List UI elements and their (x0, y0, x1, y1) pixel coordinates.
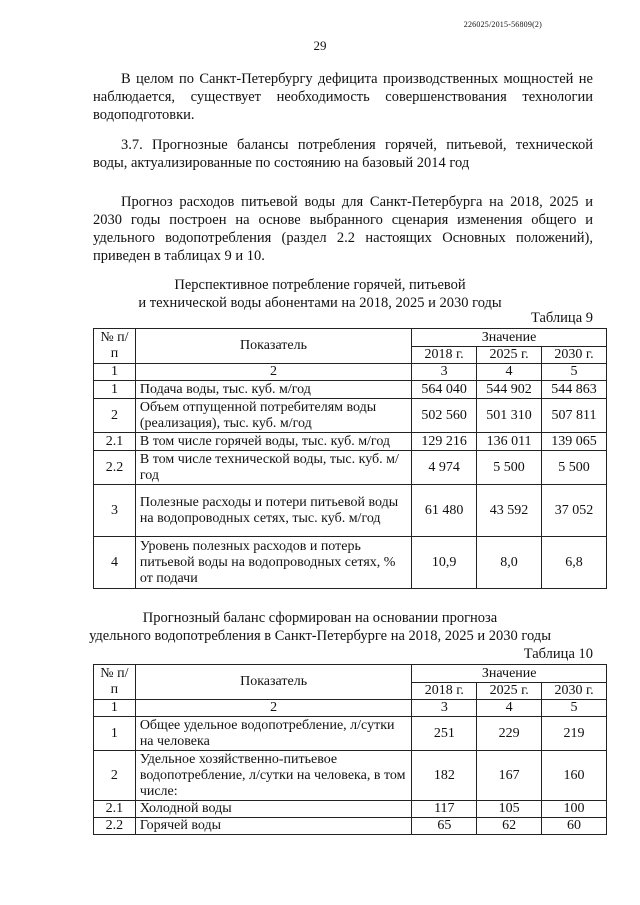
row-value: 105 (477, 801, 542, 818)
row-value: 4 974 (412, 451, 477, 485)
header-year: 2018 г. (412, 347, 477, 364)
row-value: 100 (542, 801, 607, 818)
table-row (94, 399, 607, 433)
row-num: 2.1 (94, 801, 136, 818)
row-indicator: Уровень полезных расходов и потерь питьевой воды на водопроводных сетях, % от подачи (135, 537, 411, 589)
row-value: 136 011 (477, 433, 542, 451)
table10-caption-line: Прогнозный баланс сформирован на основании прогноза (142, 610, 498, 626)
table9-caption-line: Перспективное потребление горячей, питьевой (174, 277, 466, 293)
row-value: 5 500 (542, 451, 607, 485)
row-num: 2 (94, 751, 136, 801)
column-index: 4 (477, 364, 542, 381)
row-indicator: В том числе горячей воды, тыс. куб. м/год (135, 433, 411, 451)
row-value: 60 (542, 818, 607, 835)
row-num: 2.2 (94, 451, 136, 485)
column-index: 3 (412, 364, 477, 381)
row-value: 6,8 (542, 537, 607, 589)
row-num: 4 (94, 537, 136, 589)
paragraph-conclusion (93, 70, 593, 124)
document-id: 226025/2015-56809(2) (463, 20, 542, 29)
column-index: 3 (412, 700, 477, 717)
column-index: 5 (542, 700, 607, 717)
table-row (94, 717, 607, 751)
column-index: 5 (542, 364, 607, 381)
row-num: 3 (94, 485, 136, 537)
row-num: 1 (94, 381, 136, 399)
table9-label: Таблица 9 (530, 310, 593, 326)
column-index: 2 (135, 364, 411, 381)
paragraph-line: Прогноз расходов питьевой воды для Санкт-Петербурга на 2018, 2025 (121, 194, 579, 210)
section-heading-text: воды, актуализированные по состоянию на базовый 2014 год (93, 155, 470, 171)
table10-caption (60, 609, 580, 645)
row-value: 564 040 (412, 381, 477, 399)
row-value: 10,9 (412, 537, 477, 589)
column-index: 2 (135, 700, 412, 717)
header-num: № п/п (94, 665, 136, 700)
table9 (93, 328, 607, 589)
row-value: 544 902 (477, 381, 542, 399)
row-value: 251 (412, 717, 477, 751)
row-num: 2 (94, 399, 136, 433)
section-heading-line: 3.7. Прогнозные балансы потребления горячей, питьевой, технической (121, 137, 593, 153)
row-indicator: В том числе технической воды, тыс. куб. м/год (135, 451, 411, 485)
row-value: 182 (412, 751, 477, 801)
row-value: 167 (477, 751, 542, 801)
row-num: 1 (94, 717, 136, 751)
row-value: 37 052 (542, 485, 607, 537)
row-value: 544 863 (542, 381, 607, 399)
row-value: 117 (412, 801, 477, 818)
row-indicator: Объем отпущенной потребителям воды (реализация), тыс. куб. м/год (135, 399, 411, 433)
table-row (94, 537, 607, 589)
table9-caption (60, 276, 580, 312)
header-num: № п/п (94, 329, 136, 364)
table10-caption-line: удельного водопотребления в Санкт-Петербурге на 2018, 2025 и 2030 годы (89, 628, 551, 644)
row-value: 160 (542, 751, 607, 801)
page-number: 29 (313, 38, 327, 53)
table-row (94, 433, 607, 451)
row-value: 501 310 (477, 399, 542, 433)
row-indicator: Горячей воды (135, 818, 412, 835)
row-indicator: Удельное хозяйственно-питьевое водопотребление, л/сутки на человека, в том числе: (135, 751, 412, 801)
table-row (94, 818, 607, 835)
column-index: 1 (94, 700, 136, 717)
paragraph-forecast (93, 193, 593, 265)
table9-caption-line: и технической воды абонентами на 2018, 2025 и 2030 годы (138, 295, 502, 311)
column-index: 4 (477, 700, 542, 717)
section-heading (93, 136, 593, 172)
table10 (93, 664, 607, 835)
header-value: Значение (412, 329, 607, 347)
table-row (94, 381, 607, 399)
header-value: Значение (412, 665, 607, 683)
header-year: 2025 г. (477, 347, 542, 364)
row-num: 2.2 (94, 818, 136, 835)
header-indicator: Показатель (135, 665, 412, 700)
row-value: 5 500 (477, 451, 542, 485)
row-value: 507 811 (542, 399, 607, 433)
row-value: 61 480 (412, 485, 477, 537)
header-indicator: Показатель (135, 329, 411, 364)
table-row (94, 801, 607, 818)
row-value: 502 560 (412, 399, 477, 433)
header-year: 2025 г. (477, 683, 542, 700)
row-value: 65 (412, 818, 477, 835)
table-row (94, 751, 607, 801)
row-value: 62 (477, 818, 542, 835)
paragraph-text: и 2030 годы построен на основе выбранного сценария изменения общего и удельного водопотребления (раздел 2.2 настоящих Основных положений), приведен в таблицах 9 и 10. (93, 194, 593, 264)
header-year: 2018 г. (412, 683, 477, 700)
table10-label: Таблица 10 (523, 646, 593, 662)
row-value: 139 065 (542, 433, 607, 451)
paragraph-line: В целом по Санкт-Петербургу дефицита производственных мощностей (121, 71, 574, 87)
column-index: 1 (94, 364, 136, 381)
row-value: 219 (542, 717, 607, 751)
header-year: 2030 г. (542, 683, 607, 700)
row-indicator: Холодной воды (135, 801, 412, 818)
row-num: 2.1 (94, 433, 136, 451)
header-year: 2030 г. (542, 347, 607, 364)
row-value: 229 (477, 717, 542, 751)
row-indicator: Общее удельное водопотребление, л/сутки на человека (135, 717, 412, 751)
row-value: 8,0 (477, 537, 542, 589)
row-indicator: Полезные расходы и потери питьевой воды на водопроводных сетях, тыс. куб. м/год (135, 485, 411, 537)
table-row (94, 451, 607, 485)
row-value: 43 592 (477, 485, 542, 537)
row-value: 129 216 (412, 433, 477, 451)
paragraph-text: не наблюдается, существует необходимость совершенствования технологии водоподготовки. (93, 71, 593, 123)
row-indicator: Подача воды, тыс. куб. м/год (135, 381, 411, 399)
table-row (94, 485, 607, 537)
